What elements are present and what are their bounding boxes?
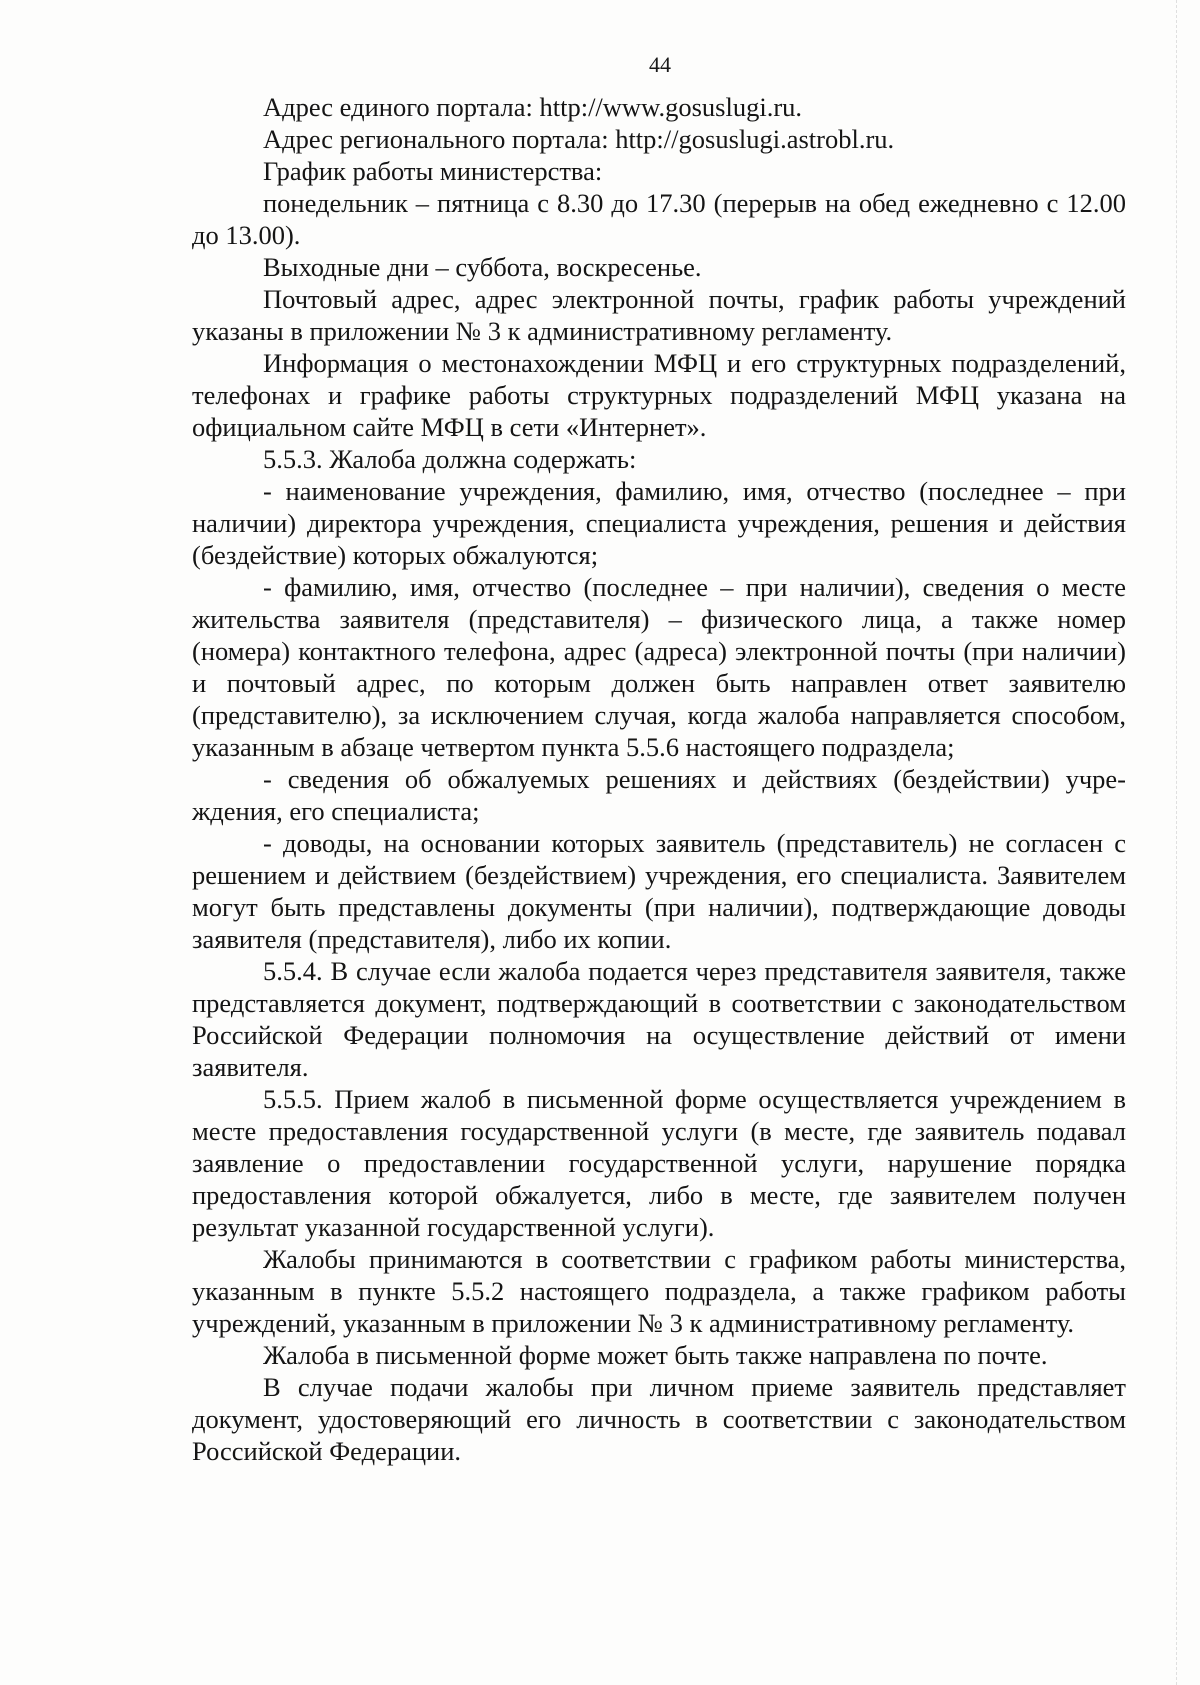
paragraph-working-hours: понедельник – пятница с 8.30 до 17.30 (перерыв на обед ежедневно с 12.00 до 13.00). (192, 188, 1126, 250)
scan-edge-artifact (1176, 0, 1180, 1685)
paragraph-schedule-heading: График работы министерства: (263, 156, 603, 186)
paragraph-complaints-schedule: Жалобы принимаются в соответствии с графиком работы министерства, указанным в пункте 5.5.2 настоящего подраздела, а также графиком работы учреждений, указанным в приложении № 3 к административному регламенту. (192, 1244, 1126, 1338)
paragraph-mfc-info: Информация о местонахождении МФЦ и его структурных подразделений, телефонах и графике работы структурных подразделений МФЦ указана на официальном сайте МФЦ в сети «Интернет». (192, 348, 1126, 442)
paragraph-postal-address: Почтовый адрес, адрес электронной почты, график работы учреждений указаны в приложении № 3 к административному регламенту. (192, 284, 1126, 346)
page-number: 44 (649, 52, 671, 77)
paragraph-complaint-item-2: - фамилию, имя, отчество (последнее – при наличии), сведения о месте жительства заявителя (представителя) – физического лица, а также номер (номера) контактного телефона, адрес (адреса) электронной почты (при наличии) и почтовый адрес, по которым должен быть направлен ответ заявителю (представителю), за исключением случая, когда жалоба направляется способом, указанным в абзаце четвертом пункта 5.5.6 настоящего подраздела; (192, 572, 1126, 762)
paragraph-section-5-5-3: 5.5.3. Жалоба должна содержать: (263, 444, 637, 474)
document-body (192, 91, 1126, 1467)
paragraph-section-5-5-4: 5.5.4. В случае если жалоба подается через представителя заявителя, также представляется документ, подтверждающий в соответствии с законодательством Российской Федерации полномочия на осуществление действий от имени заявителя. (192, 956, 1126, 1082)
paragraph-personal-reception: В случае подачи жалобы при личном приеме заявитель представляет документ, удостоверяющий его личность в соответствии с законодательством Российской Федерации. (192, 1372, 1126, 1466)
paragraph-portal-address: Адрес единого портала: http://www.gosuslugi.ru. (263, 92, 803, 122)
paragraph-complaint-by-mail: Жалоба в письменной форме может быть также направлена по почте. (263, 1340, 1048, 1370)
paragraph-complaint-item-3: - сведения об обжалуемых решениях и действиях (бездействии) учреждения, его специалиста; (192, 764, 1126, 826)
paragraph-regional-portal: Адрес регионального портала: http://gosuslugi.astrobl.ru. (263, 124, 895, 154)
paragraph-days-off: Выходные дни – суббота, воскресенье. (263, 252, 702, 282)
paragraph-section-5-5-5: 5.5.5. Прием жалоб в письменной форме осуществляется учреждением в месте предоставления государственной услуги (в месте, где заявитель подавал заявление о предоставлении государственной услуги, нарушение порядка предоставления которой обжалуется, либо в месте, где заявителем получен результат указанной государственной услуги). (192, 1084, 1126, 1242)
paragraph-complaint-item-1: - наименование учреждения, фамилию, имя, отчество (последнее – при наличии) директора учреждения, специалиста учреждения, решения и действия (бездействие) которых обжалуются; (192, 476, 1126, 570)
paragraph-complaint-item-4: - доводы, на основании которых заявитель (представитель) не согласен с решением и действием (бездействием) учреждения, его специалиста. Заявителем могут быть представлены документы (при наличии), подтверждающие доводы заявителя (представителя), либо их копии. (192, 828, 1126, 954)
